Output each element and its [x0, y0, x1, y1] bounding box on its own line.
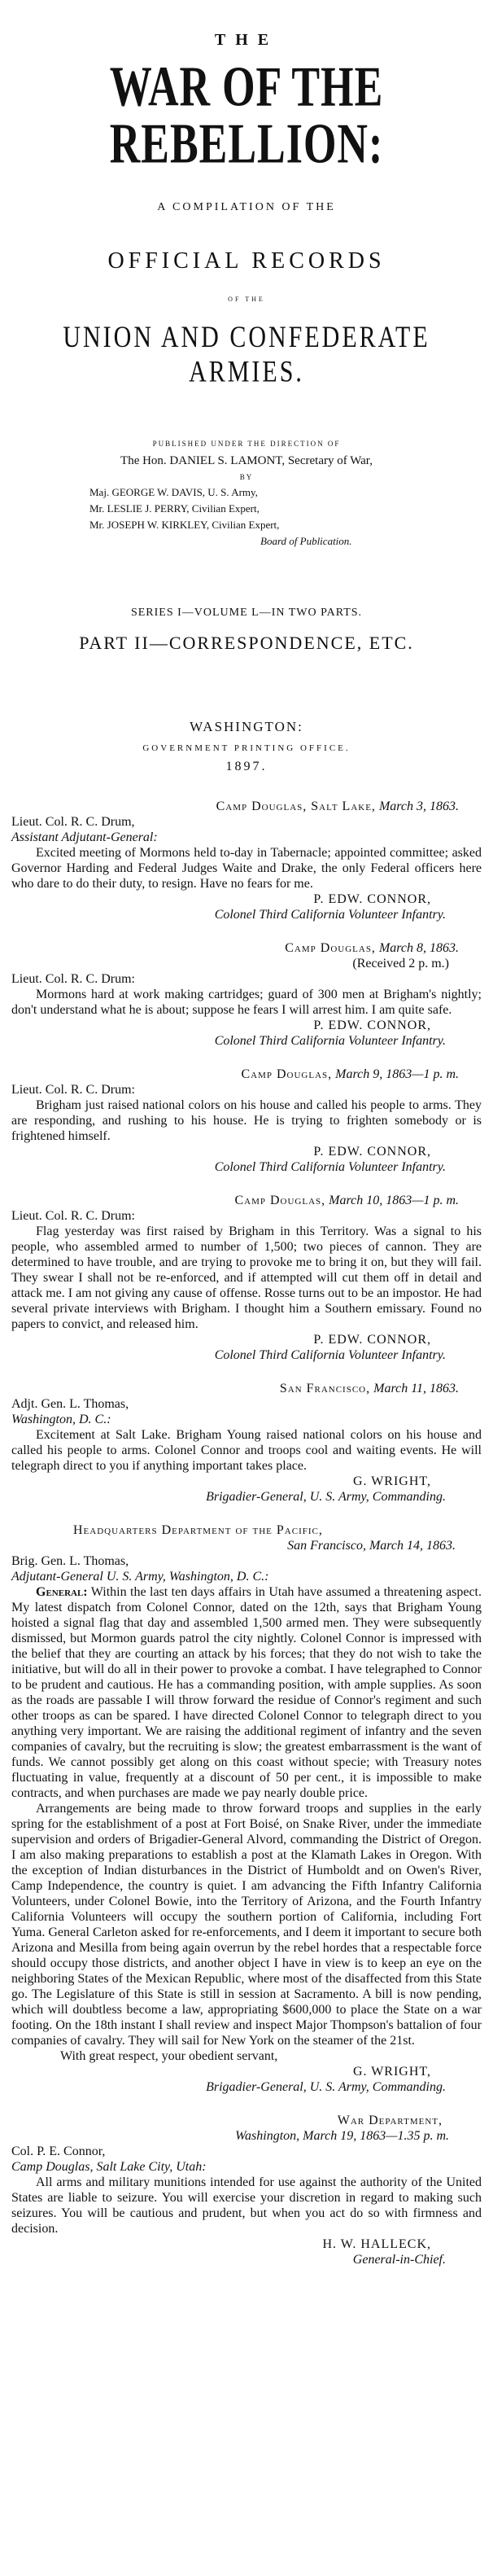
board-member: Mr. LESLIE J. PERRY, Civilian Expert,: [89, 502, 260, 515]
letter-addressee: Lieut. Col. R. C. Drum:: [11, 1209, 135, 1223]
letter-signer-title: Colonel Third California Volunteer Infantry.: [214, 1348, 446, 1362]
letter-place: Camp Douglas, Salt Lake,: [216, 800, 376, 813]
letter-signer: P. EDW. CONNOR,: [313, 1333, 431, 1347]
secretary-line: The Hon. DANIEL S. LAMONT, Secretary of War,: [120, 454, 373, 467]
letter-place-date: Washington, March 19, 1863—1.35 p. m.: [235, 2129, 449, 2143]
title-page: [11, 0, 482, 774]
letter-body: Flag yesterday was first raised by Brigham in this Territory. Was a signal to his people, who assembled armed to number of 1,500; two pieces of cannon. They are determined to have trouble, and are trying to provoke me to bring it on, but they will fail. They swear I shall not be re-enforced, and if attempted will cut them off in detail and attack me. I am not giving any cause of offense. Rosse turns out to be an impostor. He had several private interviews with Brigham. I thought him a Southern emissary. Found no papers to convict, and released him.: [11, 1224, 482, 1331]
letter-addressee-title: Camp Douglas, Salt Lake City, Utah:: [11, 2160, 207, 2174]
main-title: WAR OF THE REBELLION:: [109, 55, 384, 176]
letter-signer-title: Colonel Third California Volunteer Infantry.: [214, 908, 446, 922]
letter-date: March 11, 1863.: [373, 1382, 459, 1395]
letter-signer: G. WRIGHT,: [352, 2065, 431, 2079]
letter-place: Camp Douglas,: [234, 1194, 326, 1207]
letter-body-text: Within the last ten days affairs in Utah have assumed a threatening aspect. My latest dispatch from Colonel Connor, dated on the 12th, says that Brigham Young hoisted a signal flag that day and assembled 1,500 armed men. They were subsequently dismissed, but Mormon guards patrol the city nightly. Colonel Connor is impressed with the belief that they are courting an attack by his forces; that they do not wish to take the initiative, but will do all in their power to provoke a combat. I have telegraphed to Connor to be prudent and cautious. He has a commanding position, with ample supplies. As soon as the roads are passable I will throw forward the residue of Connor's regiment and such other troops as can be spared. I have directed Colonel Connor to telegraph direct to you anything very important. We are raising the additional regiment of infantry and the seven companies of cavalry, but the recruiting is slow; the greatest embarrassment is the want of funds. We cannot possibly get along on this coast without specie; with Treasury notes fluctuating in value, frequently at a discount of 50 per cent., it is impossible to make contracts, and when purchases are made we pay nearly double price.: [11, 1585, 482, 1800]
letter-signer: P. EDW. CONNOR,: [313, 892, 431, 906]
letter: [11, 2113, 482, 2267]
board-of-publication: [89, 486, 431, 548]
published-under-line: PUBLISHED UNDER THE DIRECTION OF: [152, 440, 341, 448]
imprint-year: 1897.: [225, 760, 268, 773]
letter-signer: P. EDW. CONNOR,: [313, 1019, 431, 1032]
letter-signer: H. W. HALLECK,: [322, 2237, 431, 2251]
letter-body: Arrangements are being made to throw forward troops and supplies in the early spring for the establishment of a post at Fort Boisé, on Snake River, under the immediate supervision and orders of Brigadier-General Alvord, commanding the District of Oregon. I am also making preparations to establish a post at the Klamath Lakes in Oregon. With the exception of Indian disturbances in the District of Humboldt and on Owen's River, Camp Independence, the country is quiet. I am advancing the Fifth Infantry California Volunteers, under Colonel Bowie, into the Territory of Arizona, and the Fourth Infantry California Volunteers will occupy the southern portion of California, including Fort Yuma. General Carleton asked for re-enforcements, and I deem it important to secure both Arizona and Mesilla from being again overrun by the rebel hordes that a respectable force should occupy those districts, and another object I have in view is to keep an eye on the neighboring States of the Mexican Republic, where most of the disaffected from this State go. The Legislature of this State is still in session at Sacramento. A bill is now pending, which will doubtless become a law, appropriating $600,000 to place the State on a war footing. On the 18th instant I shall review and inspect Major Thompson's battalion of four companies of cavalry. They will sail for New York on the steamer of the 21st.: [11, 1802, 482, 2048]
board-member: Maj. GEORGE W. DAVIS, U. S. Army,: [89, 486, 258, 498]
letter-signer-title: General-in-Chief.: [352, 2253, 446, 2267]
letter-addressee: Brig. Gen. L. Thomas,: [11, 1554, 129, 1568]
letter-date: March 3, 1863.: [378, 800, 459, 813]
board-label: Board of Publication.: [260, 535, 352, 547]
letter-signer: G. WRIGHT,: [352, 1474, 431, 1488]
letter-header: [11, 1193, 482, 1208]
letter-header: [11, 940, 482, 956]
letter-date: March 8, 1863.: [378, 941, 459, 955]
letter-date: March 9, 1863—1 p. m.: [335, 1067, 459, 1081]
imprint-office: GOVERNMENT PRINTING OFFICE.: [142, 743, 351, 753]
letter-body: Mormons hard at work making cartridges; guard of 300 men at Brigham's nightly; don't understand what he is about; suppose he fears I will arrest him. I am quite safe.: [11, 988, 482, 1017]
letter-signer-title: Brigadier-General, U. S. Army, Commanding.: [206, 1490, 446, 1504]
letter-place: Camp Douglas,: [285, 941, 376, 955]
letter-addressee-title: Adjutant-General U. S. Army, Washington, D. C.:: [11, 1570, 269, 1584]
correspondence: [11, 799, 482, 2267]
letter-headquarters: War Department,: [337, 2114, 443, 2127]
letter-signer-title: Colonel Third California Volunteer Infantry.: [214, 1160, 446, 1174]
letter-body: Brigham just raised national colors on his house and called his people to arms. They are responding, and rushing to his house. He is trying to frighten somebody or is frightened himself.: [11, 1098, 482, 1143]
letter-signer-title: Colonel Third California Volunteer Infantry.: [214, 1034, 446, 1048]
letter-signer: P. EDW. CONNOR,: [313, 1145, 431, 1159]
letter: [11, 1067, 482, 1175]
letter: [11, 1193, 482, 1363]
letter-addressee: Adjt. Gen. L. Thomas,: [11, 1397, 129, 1411]
letter-salutation: General:: [36, 1585, 88, 1599]
letter-body: [11, 1584, 482, 1801]
letter: [11, 1381, 482, 1505]
compilation-line: A COMPILATION OF THE: [157, 201, 336, 213]
letter-body: Excited meeting of Mormons held to-day in Tabernacle; appointed committee; asked Governor Harding and Federal Judges Waite and Drake, the only Federal officers here who dare to do their duty, to resign. Have no fears for me.: [11, 846, 482, 891]
letter: [11, 799, 482, 922]
letter-closing: With great respect, your obedient servant,: [60, 2049, 278, 2063]
series-line: SERIES I—VOLUME L—IN TWO PARTS.: [130, 607, 363, 619]
letter-body: All arms and military munitions intended for use against the authority of the United States are liable to seizure. You will exercise your discretion in regard to making such seizures. You will be cautious and prudent, but when you act do so with firmness and decision.: [11, 2175, 482, 2236]
letter-place-date: San Francisco, March 14, 1863.: [287, 1539, 456, 1553]
letter-header: [11, 1381, 482, 1396]
armies-line: UNION AND CONFEDERATE ARMIES.: [63, 320, 430, 389]
letter-header: [11, 799, 482, 814]
of-the-line: OF THE: [228, 296, 265, 303]
letter: [11, 940, 482, 1049]
letter-body: Excitement at Salt Lake. Brigham Young raised national colors on his house and called his people to arms. Colonel Connor and troops cool and waiting events. He will telegraph direct to you if anything important takes place.: [11, 1428, 482, 1473]
imprint-city: WASHINGTON:: [190, 719, 303, 734]
letter-place: San Francisco,: [279, 1382, 371, 1395]
letter-addressee: Col. P. E. Connor,: [11, 2144, 106, 2158]
letter: [11, 1522, 482, 2095]
letter-addressee-title: Assistant Adjutant-General:: [11, 830, 158, 844]
letter-addressee-title: Washington, D. C.:: [11, 1413, 111, 1426]
letter-date: March 10, 1863—1 p. m.: [329, 1194, 459, 1207]
letter-header: [11, 1067, 482, 1082]
letter-headquarters: Headquarters Department of the Pacific,: [73, 1523, 323, 1537]
official-records-line: OFFICIAL RECORDS: [107, 248, 386, 274]
letter-place: Camp Douglas,: [241, 1067, 333, 1081]
letter-signer-title: Brigadier-General, U. S. Army, Commanding.: [206, 2080, 446, 2094]
part-line: PART II—CORRESPONDENCE, ETC.: [79, 633, 414, 653]
letter-addressee: Lieut. Col. R. C. Drum:: [11, 1083, 135, 1097]
by-line: BY: [239, 473, 254, 481]
board-member: Mr. JOSEPH W. KIRKLEY, Civilian Expert,: [89, 519, 280, 531]
letter-addressee: Lieut. Col. R. C. Drum:: [11, 972, 135, 986]
letter-addressee: Lieut. Col. R. C. Drum,: [11, 815, 135, 829]
letter-received: (Received 2 p. m.): [352, 957, 449, 970]
title-the: THE: [214, 31, 279, 49]
